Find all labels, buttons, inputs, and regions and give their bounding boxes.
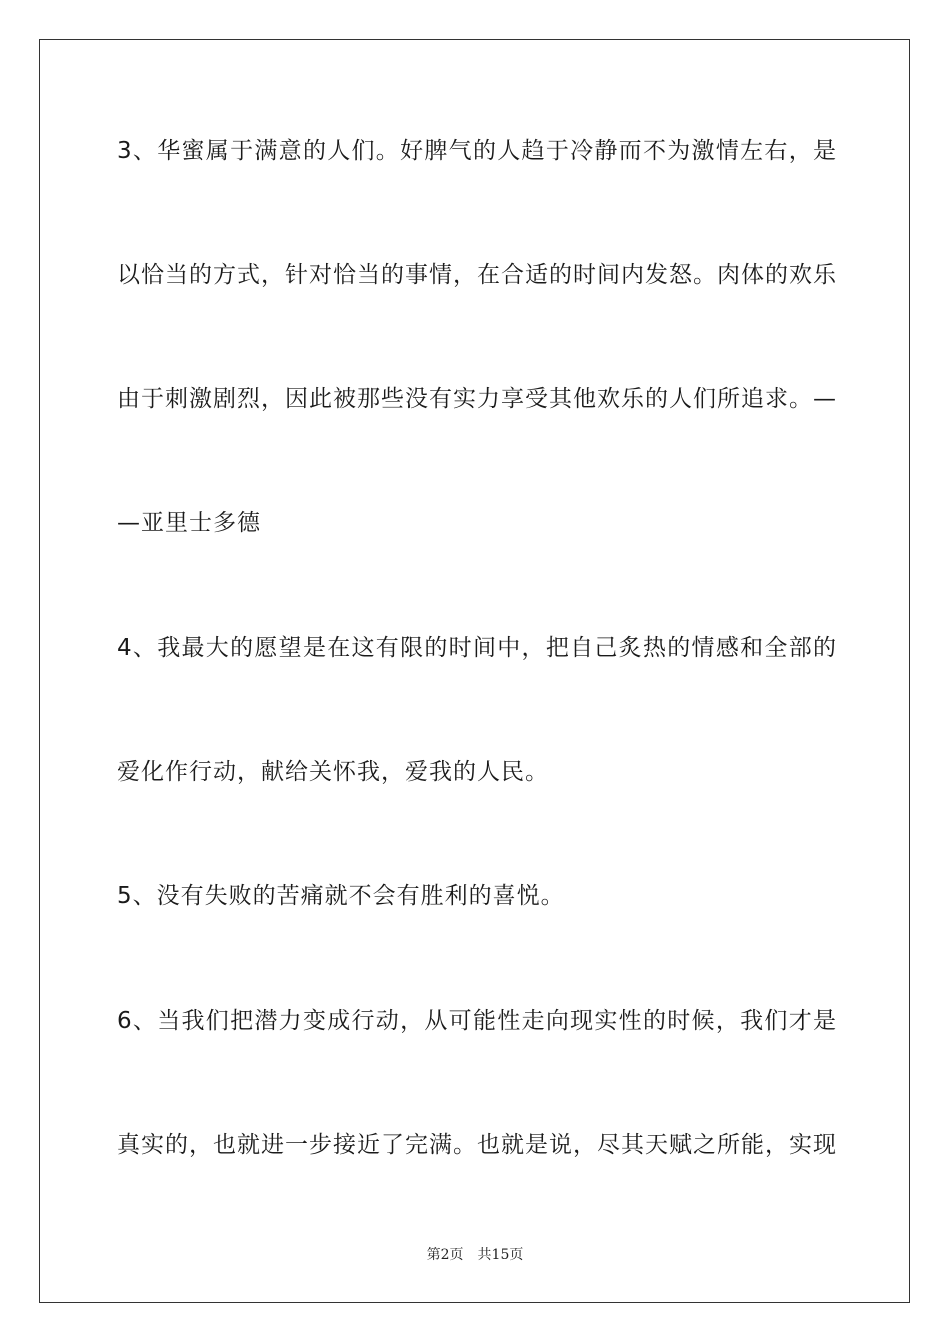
paragraph-line: 由于刺激剧烈，因此被那些没有实力享受其他欢乐的人们所追求。— bbox=[117, 386, 837, 412]
paragraph-line: 5、没有失败的苦痛就不会有胜利的喜悦。 bbox=[117, 883, 565, 909]
paragraph-line: 6、当我们把潜力变成行动，从可能性走向现实性的时候，我们才是 bbox=[117, 1008, 837, 1034]
paragraph-line: —亚里士多德 bbox=[117, 510, 261, 536]
paragraph-line: 以恰当的方式，针对恰当的事情，在合适的时间内发怒。肉体的欢乐 bbox=[117, 262, 837, 288]
page-border bbox=[39, 39, 910, 1303]
page-footer bbox=[0, 1246, 950, 1264]
paragraph-line: 4、我最大的愿望是在这有限的时间中，把自己炙热的情感和全部的 bbox=[117, 635, 837, 661]
paragraph-line: 3、华蜜属于满意的人们。好脾气的人趋于冷静而不为激情左右，是 bbox=[117, 138, 837, 164]
page-total: 共15页 bbox=[477, 1247, 524, 1263]
paragraph-line: 真实的，也就进一步接近了完满。也就是说，尽其天赋之所能，实现 bbox=[117, 1132, 837, 1158]
page-number: 第2页 bbox=[426, 1247, 464, 1263]
paragraph-line: 爱化作行动，献给关怀我，爱我的人民。 bbox=[117, 759, 549, 785]
